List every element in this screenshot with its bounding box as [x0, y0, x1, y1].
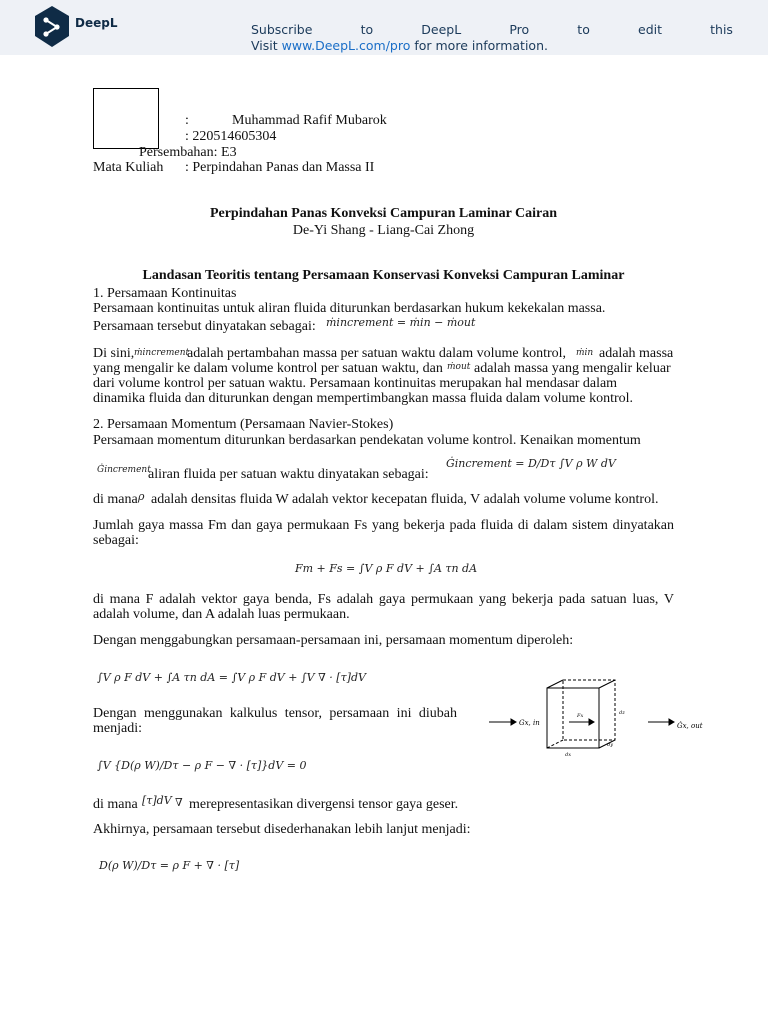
p3-line-1: Persamaan momentum diturunkan berdasarkan pendekatan volume kontrol. Kenaikan momentum	[93, 433, 641, 448]
promo-word: DeepL	[421, 22, 462, 37]
paper-title: Perpindahan Panas Konveksi Campuran Laminar Cairan	[209, 206, 558, 221]
course-label: Mata Kuliah	[93, 160, 164, 175]
p2-line-2a: yang mengalir ke dalam volume kontrol per satuan waktu, dan	[93, 361, 443, 376]
rho-symbol: ρ	[138, 490, 145, 503]
dz-label: dz	[619, 710, 625, 716]
dx-label: dx	[565, 752, 572, 758]
p7-combine: Dengan menggabungkan persamaan-persamaan ini, persamaan momentum diperoleh:	[93, 633, 574, 648]
p5-forces: Jumlah gaya massa Fm dan gaya permukaan Fs yang bekerja pada fluida di dalam sistem dinyatakan sebagai:	[93, 518, 674, 548]
student-id: : 220514605304	[185, 129, 277, 144]
deepl-banner	[0, 0, 768, 55]
nabla-symbol: ∇	[175, 796, 183, 809]
promo-word: Pro	[509, 22, 530, 37]
p4-rest: adalah densitas fluida W adalah vektor kecepatan fluida, V adalah volume volume kontrol.	[151, 492, 659, 507]
p1-line-1: Persamaan kontinuitas untuk aliran fluida diturunkan berdasarkan hukum kekekalan massa.	[93, 301, 606, 316]
p1-line-2: Persamaan tersebut dinyatakan sebagai:	[93, 319, 316, 334]
fx-label: Fx	[577, 713, 584, 719]
p2-line-4: dinamika fluida dan diturunkan dengan mempertimbangkan massa fluida dalam volume kontrol.	[93, 391, 634, 406]
p2-mid: adalah pertambahan massa per satuan waktu dalam volume kontrol,	[187, 346, 567, 361]
subscribe-promo	[251, 22, 733, 53]
paper-authors: De-Yi Shang - Liang-Cai Zhong	[292, 223, 475, 238]
student-name: Muhammad Rafif Mubarok	[232, 113, 387, 128]
forces-equation: Fm + Fs = ∫V ρ F dV + ∫A τn dA	[295, 562, 478, 575]
list-item-momentum: 2. Persamaan Momentum (Persamaan Navier-Stokes)	[93, 417, 394, 432]
p8-tensor: Dengan menggunakan kalkulus tensor, persamaan ini diubah menjadi:	[93, 706, 457, 736]
session-line: Persembahan: E3	[139, 145, 237, 160]
list-item-continuity: 1. Persamaan Kontinuitas	[93, 286, 237, 301]
p3-line-2: aliran fluida per satuan waktu dinyatakan sebagai:	[148, 467, 429, 482]
p2-line-3: dari volume kontrol per satuan waktu. Persamaan kontinuitas merupakan hal mendasar dalam	[93, 376, 618, 391]
tensor-equation: ∫V {D(ρ W)/Dτ − ρ F − ∇ · [τ]}dV = 0	[97, 759, 307, 772]
deepl-logo-icon[interactable]	[32, 5, 72, 49]
promo-line-1	[251, 22, 733, 37]
section-heading: Landasan Teoritis tentang Persamaan Konservasi Konveksi Campuran Laminar	[142, 268, 625, 283]
promo-word: Subscribe	[251, 22, 313, 37]
photo-box	[93, 88, 159, 149]
p9-rest: merepresentasikan divergensi tensor gaya geser.	[189, 797, 459, 812]
g-increment-symbol: Ġincrement	[97, 465, 151, 475]
p2-line-2b: adalah massa yang mengalir keluar	[474, 361, 671, 376]
name-colon: :	[185, 113, 189, 128]
tau-dv-symbol: [τ]dV	[142, 794, 172, 807]
course-value: : Perpindahan Panas dan Massa II	[185, 160, 375, 175]
final-equation: D(ρ W)/Dτ = ρ F + ∇ · [τ]	[99, 859, 240, 872]
deepl-brand-label[interactable]: DeepL	[75, 16, 118, 30]
p2-end: adalah massa	[599, 346, 674, 361]
deepl-pro-link[interactable]: www.DeepL.com/pro	[281, 38, 411, 53]
promo-word: to	[577, 22, 590, 37]
p4-lead: di mana	[93, 492, 138, 507]
promo-visit: Visit	[251, 38, 278, 53]
dy-label: dy	[607, 742, 614, 748]
momentum-rate-equation: Ġincrement = D/Dτ ∫V ρ W dV	[446, 457, 616, 470]
promo-suffix: for more information.	[414, 38, 548, 53]
control-volume-figure	[489, 676, 719, 762]
p10-final: Akhirnya, persamaan tersebut disederhanakan lebih lanjut menjadi:	[93, 822, 471, 837]
p9-lead: di mana	[93, 797, 138, 812]
promo-word: edit	[638, 22, 662, 37]
m-out-symbol: ṁout	[447, 362, 471, 372]
m-in-symbol: ṁin	[576, 348, 594, 358]
p2-lead: Di sini,	[93, 346, 135, 361]
flux-arrows	[489, 719, 674, 725]
g-in-label: Gx, in	[519, 719, 540, 727]
promo-word: to	[360, 22, 374, 37]
p6-definitions: di mana F adalah vektor gaya benda, Fs adalah gaya permukaan yang bekerja pada satuan luas, V adalah volume, dan A adalah luas permukaan.	[93, 592, 674, 622]
continuity-equation: ṁincrement = ṁin − ṁout	[326, 316, 476, 329]
promo-word: this	[710, 22, 733, 37]
m-increment-symbol: ṁincrement	[134, 348, 190, 358]
combined-equation: ∫V ρ F dV + ∫A τn dA = ∫V ρ F dV + ∫V ∇ · [τ]dV	[97, 671, 366, 684]
promo-line-2	[251, 38, 733, 53]
g-out-label: Ġx, out	[677, 722, 703, 730]
